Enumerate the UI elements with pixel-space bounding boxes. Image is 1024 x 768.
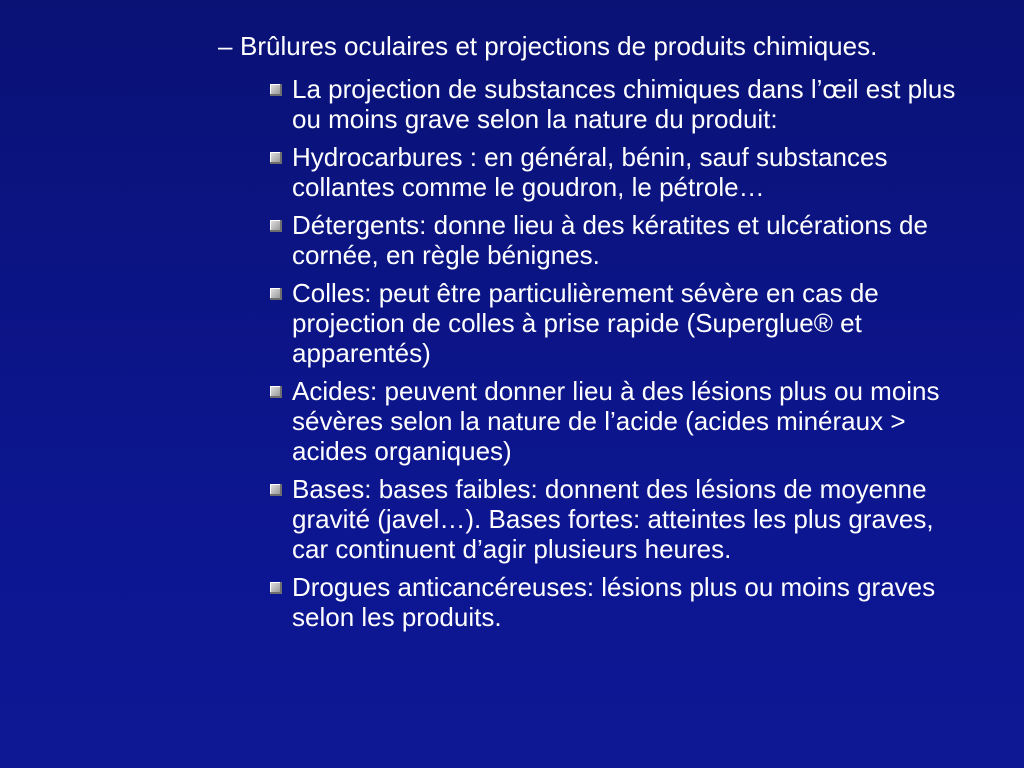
list-item [268, 142, 968, 202]
bullet-text: Bases: bases faibles: donnent des lésions de moyenne gravité (javel…). Bases fortes: atteintes les plus graves, car continuent d’agir plusieurs heures. [292, 474, 934, 564]
square-bullet-icon [270, 220, 282, 232]
list-item [268, 474, 968, 564]
list-item [268, 74, 968, 134]
list-item [268, 376, 968, 466]
square-bullet-icon [270, 152, 282, 164]
slide-heading [218, 31, 978, 61]
bullet-text: La projection de substances chimiques dans l’œil est plus ou moins grave selon la nature du produit: [292, 74, 956, 134]
bullet-text: Drogues anticancéreuses: lésions plus ou moins graves selon les produits. [292, 572, 936, 632]
bullet-text: Hydrocarbures : en général, bénin, sauf substances collantes comme le goudron, le pétrole… [292, 142, 888, 202]
square-bullet-icon [270, 84, 282, 96]
list-item [268, 210, 968, 270]
heading-text: Brûlures oculaires et projections de produits chimiques. [240, 31, 878, 61]
list-item [268, 278, 968, 368]
square-bullet-icon [270, 582, 282, 594]
list-item [268, 572, 968, 632]
square-bullet-icon [270, 386, 282, 398]
bullet-text: Colles: peut être particulièrement sévère en cas de projection de colles à prise rapide (Superglue® et apparentés) [292, 278, 879, 368]
bullet-text: Détergents: donne lieu à des kératites et ulcérations de cornée, en règle bénignes. [292, 210, 928, 270]
heading-dash: – [218, 31, 233, 61]
square-bullet-icon [270, 484, 282, 496]
square-bullet-icon [270, 288, 282, 300]
bullet-text: Acides: peuvent donner lieu à des lésions plus ou moins sévères selon la nature de l’acide (acides minéraux > acides organiques) [292, 376, 940, 466]
bullet-list [268, 74, 968, 640]
